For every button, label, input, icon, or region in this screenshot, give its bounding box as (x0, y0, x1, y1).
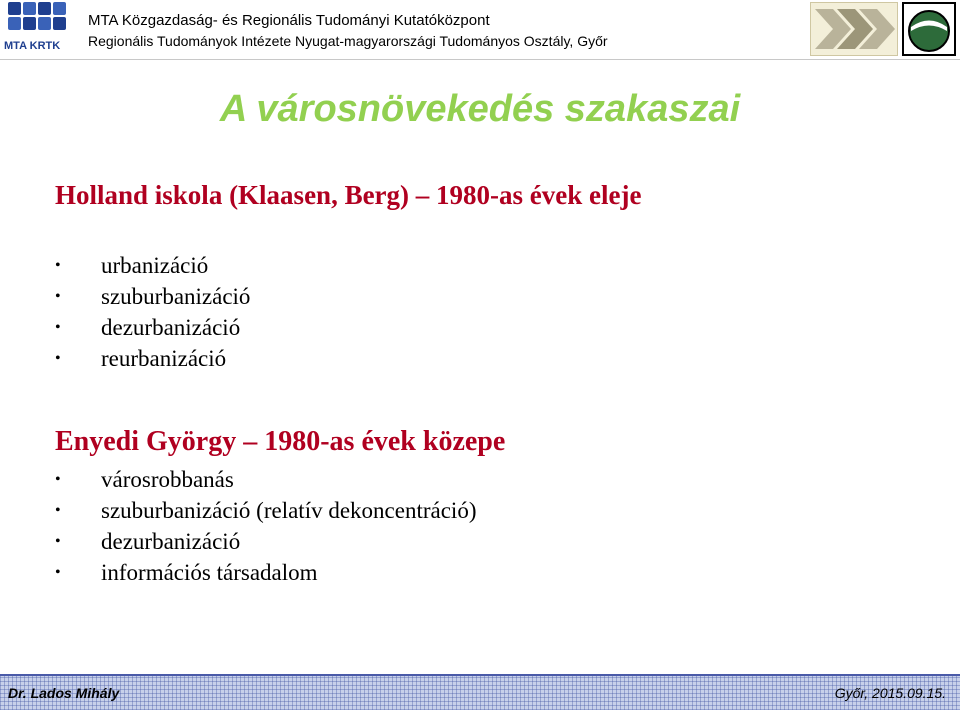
institution-department: Regionális Tudományok Intézete Nyugat-magyarországi Tudományos Osztály, Győr (88, 33, 608, 49)
bullet-icon: • (55, 471, 61, 488)
list-item-text: szuburbanizáció (relatív dekoncentráció) (101, 498, 477, 523)
slide-header (0, 0, 960, 60)
logo-mta-word: MTA (4, 40, 27, 52)
section-title-dutch-school: Holland iskola (Klaasen, Berg) – 1980-as évek eleje (55, 180, 642, 210)
bullet-icon: • (55, 319, 61, 336)
mta-krtk-logo (4, 2, 70, 58)
list-item (55, 281, 250, 312)
bullet-icon: • (55, 288, 61, 305)
section-title-enyedi: Enyedi György – 1980-as évek közepe (55, 426, 506, 457)
list-item-text: szuburbanizáció (101, 284, 251, 309)
list-item-text: dezurbanizáció (101, 315, 241, 340)
list-item-text: információs társadalom (101, 560, 318, 585)
list-item (55, 343, 250, 374)
enyedi-list (55, 464, 476, 588)
list-item (55, 250, 250, 281)
list-item (55, 526, 476, 557)
slide-footer (0, 674, 960, 710)
dutch-school-list (55, 250, 250, 374)
slide-title: A városnövekedés szakaszai (219, 88, 741, 130)
footer-author: Dr. Lados Mihály (8, 685, 120, 701)
list-item-text: dezurbanizáció (101, 529, 241, 554)
header-divider (0, 59, 960, 60)
list-item-text: városrobbanás (101, 467, 234, 492)
bullet-icon: • (55, 350, 61, 367)
logo-text (4, 40, 60, 52)
list-item-text: urbanizáció (101, 253, 209, 278)
list-item (55, 312, 250, 343)
footer-place-date: Győr, 2015.09.15. (834, 685, 946, 701)
bullet-icon: • (55, 564, 61, 581)
rkk-logo (810, 2, 898, 56)
list-item-text: reurbanizáció (101, 346, 227, 371)
list-item (55, 464, 476, 495)
bullet-icon: • (55, 257, 61, 274)
bullet-icon: • (55, 533, 61, 550)
university-emblem-logo (902, 2, 956, 56)
list-item (55, 557, 476, 588)
bullet-icon: • (55, 502, 61, 519)
logo-krtk-word: KRTK (29, 40, 61, 52)
institution-name: MTA Közgazdaság- és Regionális Tudományi Kutatóközpont (88, 12, 490, 29)
list-item (55, 495, 476, 526)
